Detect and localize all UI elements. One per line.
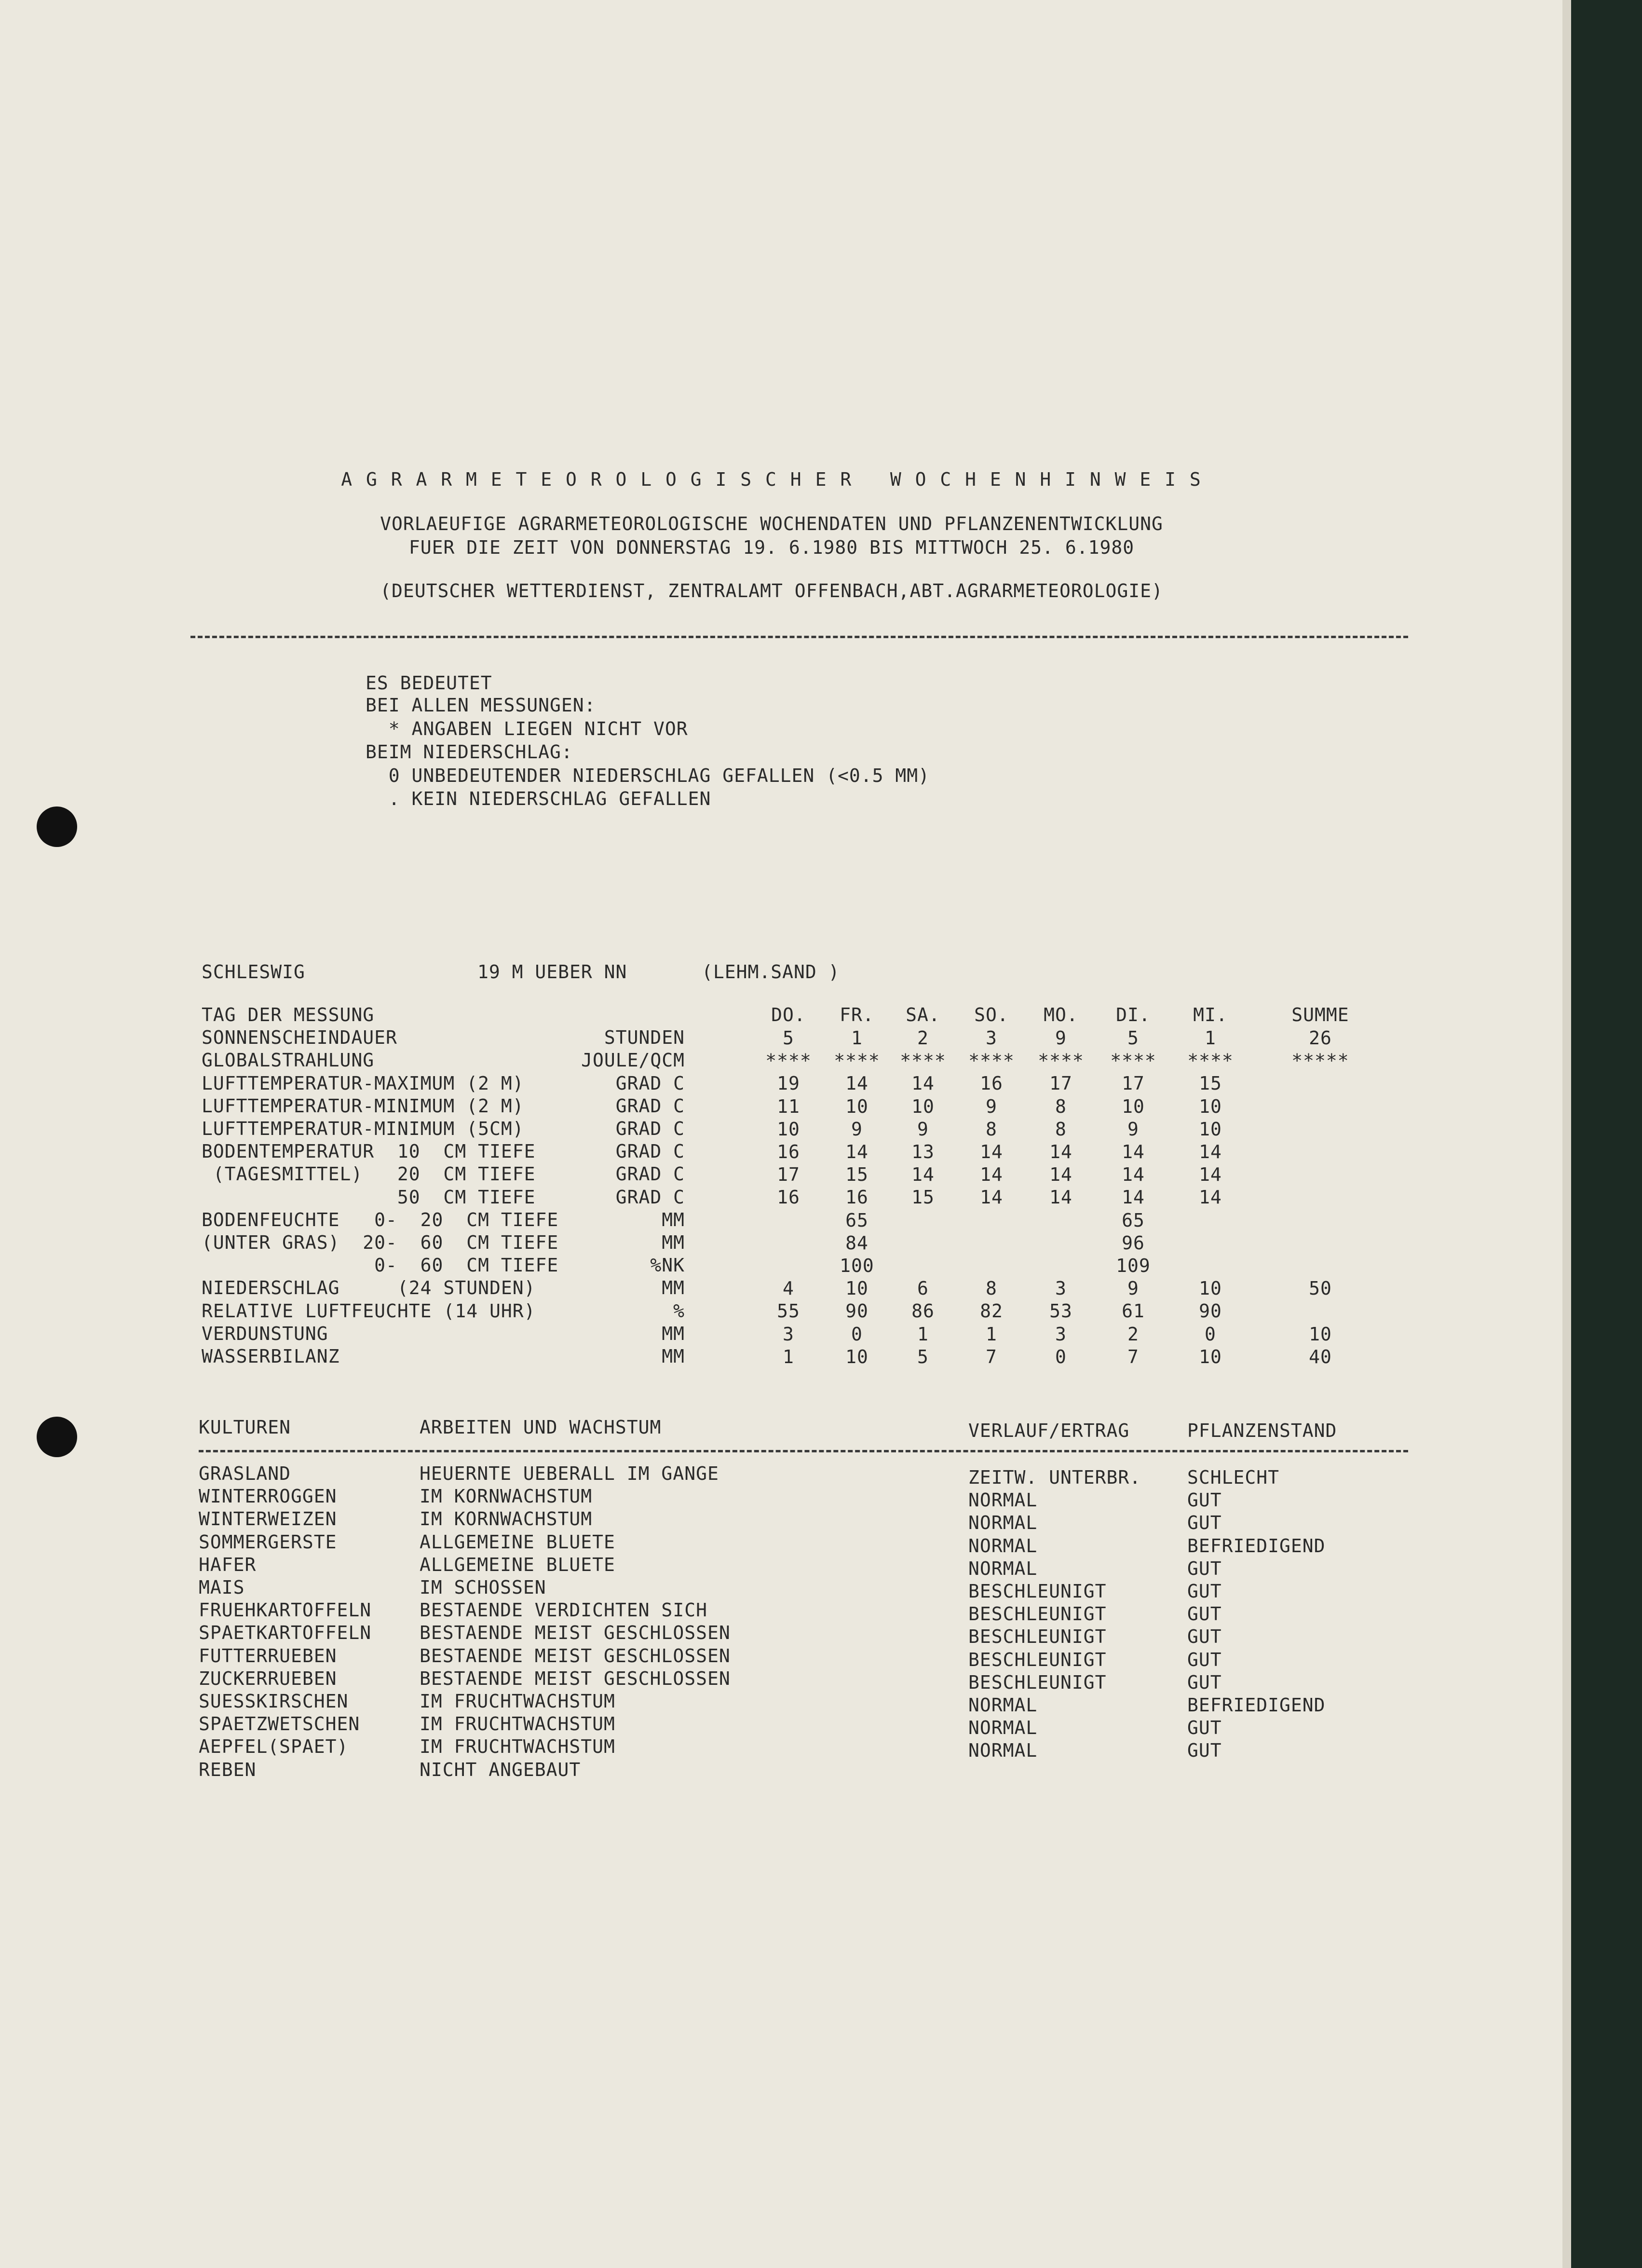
row-label: VERDUNSTUNG bbox=[202, 1323, 328, 1344]
station-soil: (LEHM.SAND ) bbox=[702, 961, 840, 983]
row-label: WASSERBILANZ bbox=[202, 1346, 340, 1367]
crop-name: WINTERROGGEN bbox=[199, 1486, 337, 1507]
crop-work: NICHT ANGEBAUT bbox=[420, 1759, 581, 1780]
data-cell: 6 bbox=[917, 1278, 929, 1299]
data-cell: 90 bbox=[1199, 1300, 1222, 1322]
data-cell: 1 bbox=[851, 1027, 863, 1049]
data-cell: **** bbox=[1038, 1050, 1084, 1071]
row-unit: GRAD C bbox=[615, 1095, 685, 1117]
data-cell: 84 bbox=[845, 1232, 868, 1254]
crop-work: BESTAENDE MEIST GESCHLOSSEN bbox=[420, 1645, 731, 1667]
data-cell: 10 bbox=[1122, 1096, 1145, 1117]
row-unit: GRAD C bbox=[615, 1141, 685, 1162]
crop-name: SUESSKIRSCHEN bbox=[199, 1691, 349, 1712]
data-cell: 109 bbox=[1116, 1255, 1151, 1276]
page-edge bbox=[1562, 0, 1571, 2268]
data-cell: 14 bbox=[1049, 1141, 1072, 1162]
row-label: 50 CM TIEFE bbox=[202, 1187, 536, 1208]
crop-progress: NORMAL bbox=[968, 1694, 1038, 1716]
data-cell: 14 bbox=[1122, 1141, 1145, 1162]
day-header-0: DO. bbox=[771, 1004, 806, 1025]
row-unit: GRAD C bbox=[615, 1118, 685, 1139]
data-cell: 1 bbox=[783, 1346, 794, 1367]
data-cell: 3 bbox=[1055, 1278, 1067, 1299]
crops-header-state: PFLANZENSTAND bbox=[1187, 1420, 1337, 1441]
crop-state: GUT bbox=[1187, 1489, 1222, 1511]
subtitle-line-3: (DEUTSCHER WETTERDIENST, ZENTRALAMT OFFENBACH,ABT.AGRARMETEOROLOGIE) bbox=[380, 580, 1163, 601]
data-cell: 14 bbox=[1199, 1141, 1222, 1162]
crop-name: SOMMERGERSTE bbox=[199, 1531, 337, 1553]
crop-progress: BESCHLEUNIGT bbox=[968, 1603, 1107, 1625]
data-cell: 3 bbox=[783, 1324, 794, 1345]
data-cell: 0 bbox=[1205, 1324, 1216, 1345]
crop-progress: BESCHLEUNIGT bbox=[968, 1581, 1107, 1602]
row-unit: MM bbox=[662, 1277, 685, 1298]
row-unit: % bbox=[673, 1300, 685, 1322]
data-cell: 1 bbox=[917, 1324, 929, 1345]
data-cell: 4 bbox=[783, 1278, 794, 1299]
separator-line-top bbox=[190, 636, 1408, 638]
data-cell: 90 bbox=[845, 1300, 868, 1322]
data-cell: 10 bbox=[1199, 1346, 1222, 1367]
data-cell: 17 bbox=[777, 1164, 800, 1185]
crop-progress: NORMAL bbox=[968, 1558, 1038, 1579]
data-cell: 10 bbox=[1199, 1119, 1222, 1140]
crop-progress: NORMAL bbox=[968, 1535, 1038, 1557]
crop-state: GUT bbox=[1187, 1672, 1222, 1693]
sum-cell: 40 bbox=[1309, 1346, 1332, 1367]
crop-name: REBEN bbox=[199, 1759, 257, 1780]
crop-work: IM KORNWACHSTUM bbox=[420, 1508, 593, 1530]
data-cell: 17 bbox=[1049, 1073, 1072, 1094]
crop-state: GUT bbox=[1187, 1626, 1222, 1647]
crop-state: BEFRIEDIGEND bbox=[1187, 1694, 1326, 1716]
crop-state: GUT bbox=[1187, 1649, 1222, 1670]
data-cell: 0 bbox=[1055, 1346, 1067, 1367]
data-cell: 14 bbox=[1122, 1187, 1145, 1208]
data-cell: 16 bbox=[777, 1187, 800, 1208]
crops-header-progress: VERLAUF/ERTRAG bbox=[968, 1420, 1130, 1441]
data-cell: 14 bbox=[1122, 1164, 1145, 1185]
sum-cell: 10 bbox=[1309, 1324, 1332, 1345]
row-unit: JOULE/QCM bbox=[581, 1050, 685, 1071]
data-cell: 9 bbox=[1127, 1278, 1139, 1299]
data-cell: 5 bbox=[1127, 1027, 1139, 1049]
data-cell: 55 bbox=[777, 1300, 800, 1322]
crop-name: ZUCKERRUEBEN bbox=[199, 1668, 337, 1689]
data-cell: 14 bbox=[911, 1073, 935, 1094]
data-cell: 14 bbox=[911, 1164, 935, 1185]
legend-line: * ANGABEN LIEGEN NICHT VOR bbox=[366, 718, 688, 739]
row-unit: GRAD C bbox=[615, 1073, 685, 1094]
punch-hole-top bbox=[37, 806, 77, 847]
legend-line: ES BEDEUTET bbox=[366, 672, 492, 694]
legend-line: . KEIN NIEDERSCHLAG GEFALLEN bbox=[366, 788, 711, 809]
row-unit: STUNDEN bbox=[604, 1027, 685, 1048]
data-cell: 13 bbox=[911, 1141, 935, 1162]
data-cell: **** bbox=[1187, 1050, 1234, 1071]
data-cell: 1 bbox=[1205, 1027, 1216, 1049]
crop-work: IM SCHOSSEN bbox=[420, 1577, 546, 1598]
data-cell: 9 bbox=[851, 1119, 863, 1140]
day-header-1: FR. bbox=[840, 1004, 874, 1025]
row-unit: GRAD C bbox=[615, 1163, 685, 1185]
crop-name: SPAETKARTOFFELN bbox=[199, 1622, 372, 1643]
sum-cell: ***** bbox=[1291, 1050, 1349, 1071]
data-cell: **** bbox=[834, 1050, 880, 1071]
data-cell: 9 bbox=[986, 1096, 997, 1117]
data-cell: **** bbox=[1110, 1050, 1156, 1071]
crop-progress: NORMAL bbox=[968, 1512, 1038, 1533]
data-cell: 15 bbox=[1199, 1073, 1222, 1094]
crop-work: IM KORNWACHSTUM bbox=[420, 1486, 593, 1507]
data-cell: 10 bbox=[911, 1096, 935, 1117]
data-cell: 14 bbox=[980, 1187, 1003, 1208]
day-header-3: SO. bbox=[974, 1004, 1009, 1025]
data-cell: **** bbox=[765, 1050, 812, 1071]
crop-progress: NORMAL bbox=[968, 1717, 1038, 1738]
data-cell: 53 bbox=[1049, 1300, 1072, 1322]
data-cell: 7 bbox=[1127, 1346, 1139, 1367]
crop-work: BESTAENDE VERDICHTEN SICH bbox=[420, 1599, 707, 1621]
crop-state: GUT bbox=[1187, 1558, 1222, 1579]
data-cell: 9 bbox=[1127, 1119, 1139, 1140]
row-label: (UNTER GRAS) 20- 60 CM TIEFE bbox=[202, 1232, 559, 1253]
data-cell: 10 bbox=[777, 1119, 800, 1140]
data-cell: 17 bbox=[1122, 1073, 1145, 1094]
data-cell: 65 bbox=[845, 1210, 868, 1231]
data-cell: 14 bbox=[1049, 1164, 1072, 1185]
data-cell: 15 bbox=[845, 1164, 868, 1185]
crops-header-crop: KULTUREN bbox=[199, 1417, 291, 1438]
row-label: LUFTTEMPERATUR-MINIMUM (5CM) bbox=[202, 1118, 524, 1139]
crop-state: GUT bbox=[1187, 1603, 1222, 1625]
crop-state: GUT bbox=[1187, 1581, 1222, 1602]
data-cell: 3 bbox=[1055, 1324, 1067, 1345]
legend-line: BEIM NIEDERSCHLAG: bbox=[366, 741, 573, 763]
data-cell: 14 bbox=[980, 1164, 1003, 1185]
crop-progress: ZEITW. UNTERBR. bbox=[968, 1467, 1141, 1488]
data-cell: 2 bbox=[917, 1027, 929, 1049]
data-cell: 16 bbox=[980, 1073, 1003, 1094]
crop-name: SPAETZWETSCHEN bbox=[199, 1713, 360, 1735]
crop-state: GUT bbox=[1187, 1717, 1222, 1738]
station-height: 19 M UEBER NN bbox=[477, 961, 627, 983]
crop-state: BEFRIEDIGEND bbox=[1187, 1535, 1326, 1557]
row-label: NIEDERSCHLAG (24 STUNDEN) bbox=[202, 1277, 536, 1298]
row-label: 0- 60 CM TIEFE bbox=[202, 1255, 559, 1276]
data-cell: 10 bbox=[845, 1278, 868, 1299]
document-title: A G R A R M E T E O R O L O G I S C H E R W O C H E N H I N W E I S bbox=[341, 469, 1202, 490]
data-cell: 82 bbox=[980, 1300, 1003, 1322]
data-cell: 8 bbox=[986, 1119, 997, 1140]
data-cell: 10 bbox=[1199, 1278, 1222, 1299]
crop-name: HAFER bbox=[199, 1554, 257, 1575]
crop-work: ALLGEMEINE BLUETE bbox=[420, 1554, 615, 1575]
row-unit: MM bbox=[662, 1346, 685, 1367]
legend-line: BEI ALLEN MESSUNGEN: bbox=[366, 695, 596, 716]
day-header-4: MO. bbox=[1044, 1004, 1078, 1025]
data-cell: 86 bbox=[911, 1300, 935, 1322]
sum-cell: 50 bbox=[1309, 1278, 1332, 1299]
legend-line: 0 UNBEDEUTENDER NIEDERSCHLAG GEFALLEN (<0.5 MM) bbox=[366, 765, 930, 786]
day-header-6: MI. bbox=[1193, 1004, 1228, 1025]
sum-cell: 26 bbox=[1309, 1027, 1332, 1049]
sum-header: SUMME bbox=[1291, 1004, 1349, 1025]
punch-hole-bottom bbox=[37, 1417, 77, 1457]
crop-state: SCHLECHT bbox=[1187, 1467, 1280, 1488]
row-label: LUFTTEMPERATUR-MAXIMUM (2 M) bbox=[202, 1073, 524, 1094]
data-cell: 100 bbox=[840, 1255, 874, 1276]
crop-progress: NORMAL bbox=[968, 1740, 1038, 1761]
data-cell: 61 bbox=[1122, 1300, 1145, 1322]
data-cell: 11 bbox=[777, 1096, 800, 1117]
data-cell: **** bbox=[900, 1050, 946, 1071]
crop-name: FRUEHKARTOFFELN bbox=[199, 1599, 372, 1621]
crop-work: IM FRUCHTWACHSTUM bbox=[420, 1713, 615, 1735]
crop-name: FUTTERRUEBEN bbox=[199, 1645, 337, 1667]
day-header-5: DI. bbox=[1116, 1004, 1151, 1025]
data-cell: 2 bbox=[1127, 1324, 1139, 1345]
subtitle-line-1: VORLAEUFIGE AGRARMETEOROLOGISCHE WOCHENDATEN UND PFLANZENENTWICKLUNG bbox=[380, 513, 1163, 534]
separator-line-crops bbox=[199, 1450, 1408, 1452]
row-label: GLOBALSTRAHLUNG bbox=[202, 1050, 375, 1071]
row-unit: MM bbox=[662, 1323, 685, 1344]
crop-name: AEPFEL(SPAET) bbox=[199, 1736, 349, 1757]
crops-header-work: ARBEITEN UND WACHSTUM bbox=[420, 1417, 662, 1438]
crop-progress: BESCHLEUNIGT bbox=[968, 1672, 1107, 1693]
data-cell: 14 bbox=[1049, 1187, 1072, 1208]
data-cell: 10 bbox=[845, 1096, 868, 1117]
data-cell: 14 bbox=[1199, 1164, 1222, 1185]
data-cell: 14 bbox=[980, 1141, 1003, 1162]
data-cell: 14 bbox=[845, 1073, 868, 1094]
data-cell: 14 bbox=[845, 1141, 868, 1162]
crop-name: GRASLAND bbox=[199, 1463, 291, 1484]
data-cell: 10 bbox=[1199, 1096, 1222, 1117]
row-unit: MM bbox=[662, 1232, 685, 1253]
station-name: SCHLESWIG bbox=[202, 961, 305, 983]
data-cell: 0 bbox=[851, 1324, 863, 1345]
crop-state: GUT bbox=[1187, 1512, 1222, 1533]
crop-work: IM FRUCHTWACHSTUM bbox=[420, 1736, 615, 1757]
subtitle-line-2: FUER DIE ZEIT VON DONNERSTAG 19. 6.1980 BIS MITTWOCH 25. 6.1980 bbox=[408, 537, 1135, 558]
data-cell: 1 bbox=[986, 1324, 997, 1345]
row-label: BODENTEMPERATUR 10 CM TIEFE bbox=[202, 1141, 536, 1162]
data-cell: 5 bbox=[917, 1346, 929, 1367]
crop-name: WINTERWEIZEN bbox=[199, 1508, 337, 1530]
row-label: RELATIVE LUFTFEUCHTE (14 UHR) bbox=[202, 1300, 536, 1322]
row-unit: MM bbox=[662, 1209, 685, 1230]
crop-work: IM FRUCHTWACHSTUM bbox=[420, 1691, 615, 1712]
crop-progress: BESCHLEUNIGT bbox=[968, 1649, 1107, 1670]
data-cell: 16 bbox=[845, 1187, 868, 1208]
data-cell: 96 bbox=[1122, 1232, 1145, 1254]
day-header-2: SA. bbox=[906, 1004, 940, 1025]
data-cell: 14 bbox=[1199, 1187, 1222, 1208]
data-cell: 8 bbox=[986, 1278, 997, 1299]
data-cell: 9 bbox=[917, 1119, 929, 1140]
crop-work: BESTAENDE MEIST GESCHLOSSEN bbox=[420, 1668, 731, 1689]
row-label: TAG DER MESSUNG bbox=[202, 1004, 375, 1025]
data-cell: 15 bbox=[911, 1187, 935, 1208]
scan-background-strip bbox=[1571, 0, 1642, 2268]
data-cell: 5 bbox=[783, 1027, 794, 1049]
data-cell: 16 bbox=[777, 1141, 800, 1162]
data-cell: **** bbox=[968, 1050, 1015, 1071]
crop-state: GUT bbox=[1187, 1740, 1222, 1761]
data-cell: 65 bbox=[1122, 1210, 1145, 1231]
row-unit: %NK bbox=[650, 1255, 685, 1276]
crop-work: HEUERNTE UEBERALL IM GANGE bbox=[420, 1463, 719, 1484]
data-cell: 8 bbox=[1055, 1119, 1067, 1140]
row-label: SONNENSCHEINDAUER bbox=[202, 1027, 397, 1048]
data-cell: 9 bbox=[1055, 1027, 1067, 1049]
data-cell: 10 bbox=[845, 1346, 868, 1367]
row-unit: GRAD C bbox=[615, 1187, 685, 1208]
data-cell: 3 bbox=[986, 1027, 997, 1049]
data-cell: 7 bbox=[986, 1346, 997, 1367]
data-cell: 19 bbox=[777, 1073, 800, 1094]
crop-work: ALLGEMEINE BLUETE bbox=[420, 1531, 615, 1553]
row-label: BODENFEUCHTE 0- 20 CM TIEFE bbox=[202, 1209, 559, 1230]
crop-progress: BESCHLEUNIGT bbox=[968, 1626, 1107, 1647]
crop-progress: NORMAL bbox=[968, 1489, 1038, 1511]
row-label: (TAGESMITTEL) 20 CM TIEFE bbox=[202, 1163, 536, 1185]
crop-work: BESTAENDE MEIST GESCHLOSSEN bbox=[420, 1622, 731, 1643]
data-cell: 8 bbox=[1055, 1096, 1067, 1117]
crop-name: MAIS bbox=[199, 1577, 245, 1598]
row-label: LUFTTEMPERATUR-MINIMUM (2 M) bbox=[202, 1095, 524, 1117]
